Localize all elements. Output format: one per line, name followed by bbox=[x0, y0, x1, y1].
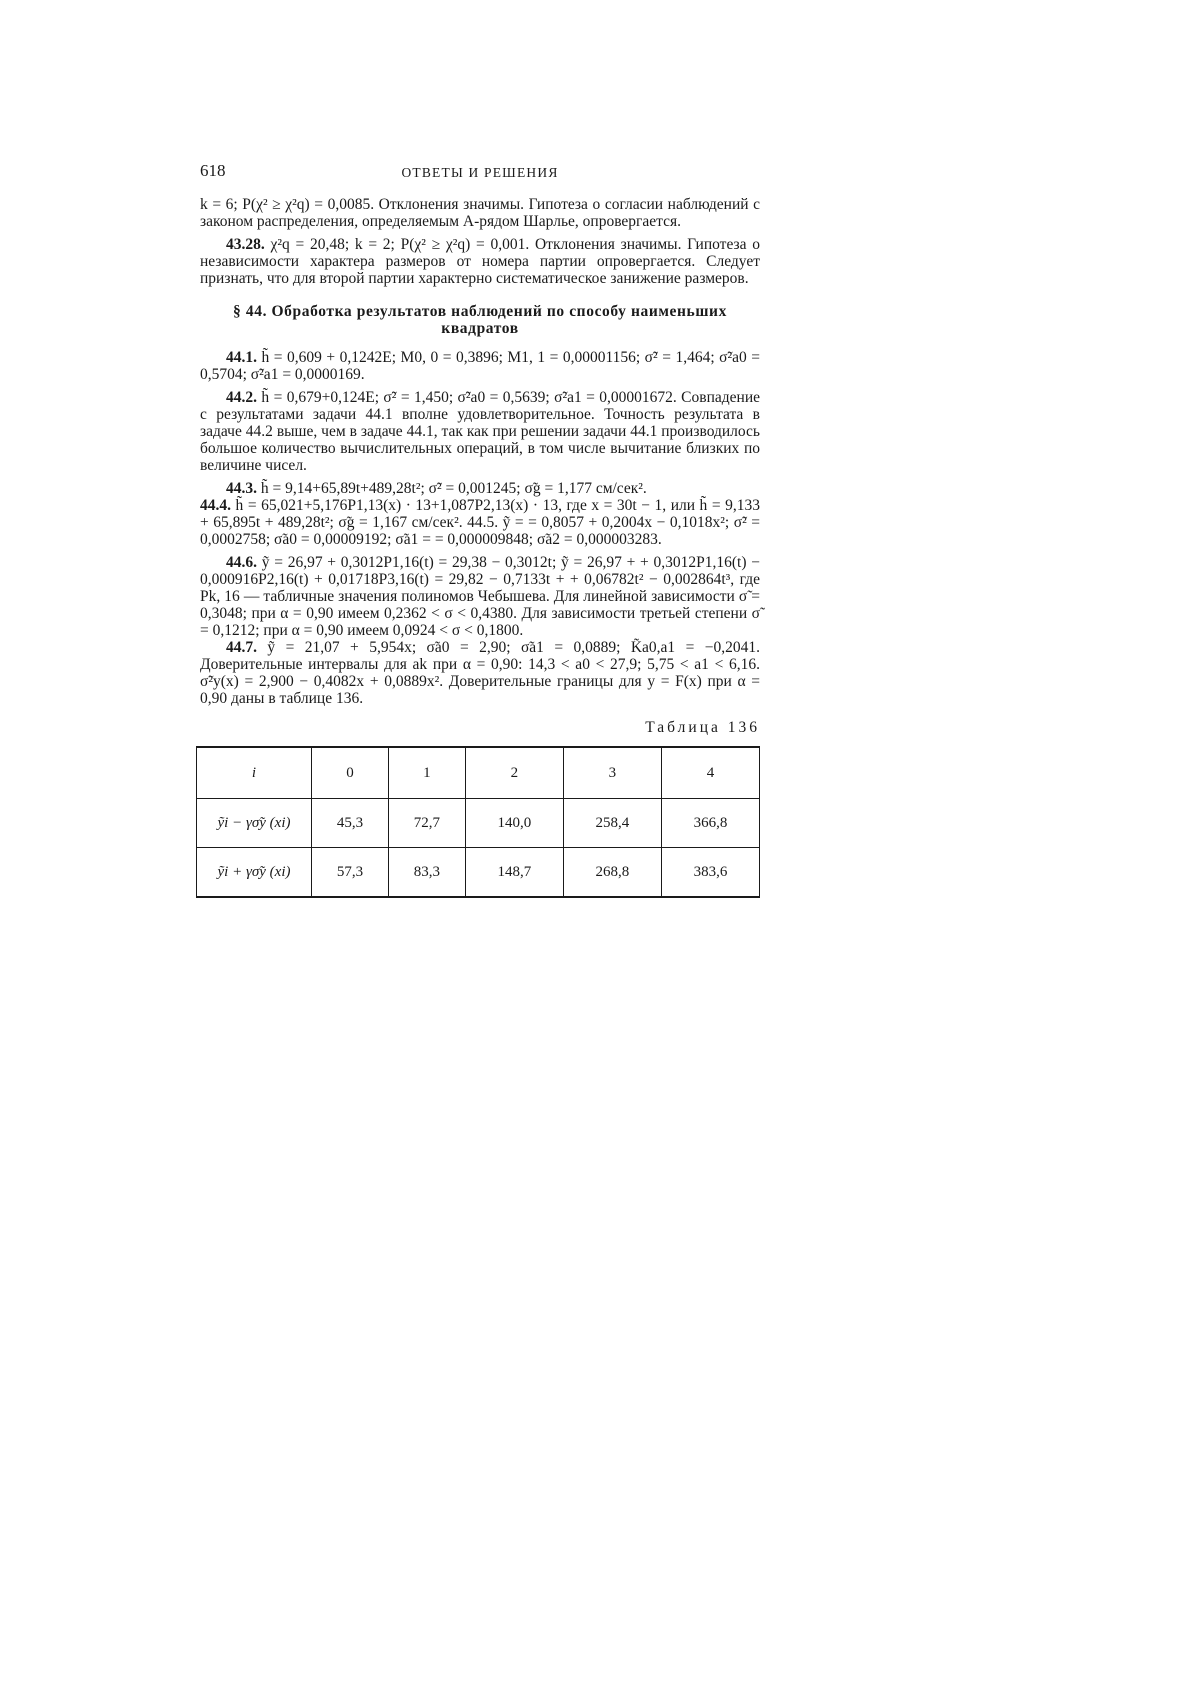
running-head: ОТВЕТЫ И РЕШЕНИЯ bbox=[401, 165, 559, 180]
paragraph-44-6 bbox=[200, 554, 760, 639]
table-cell: 45,3 bbox=[312, 799, 389, 848]
table-row-label: ỹi − γσ̃y (xi) bbox=[197, 799, 312, 848]
paragraph-44-3 bbox=[200, 480, 760, 497]
table-cell: 268,8 bbox=[563, 848, 661, 898]
table-row bbox=[197, 848, 760, 898]
table-header-cell: 1 bbox=[388, 747, 465, 799]
problem-number: 44.3. bbox=[226, 480, 257, 497]
paragraph-text: h̃ = 0,679+0,124E; σ̃² = 1,450; σ̃²a0 = 0,5639; σ̃²a1 = 0,00001672. Совпадение с результатами задачи 44.1 вполне удовлетворительное. Точность результата в задаче 44.2 выше, чем в задаче 44.1, так как при решении задачи 44.1 производилось большое количество вычислительных операций, в том числе вычитание близких по величине чисел. bbox=[200, 389, 761, 474]
page-content bbox=[200, 162, 760, 898]
paragraph-text: h̃ = 0,609 + 0,1242E; M0, 0 = 0,3896; M1, 1 = 0,00001156; σ̃² = 1,464; σ̃²a0 = 0,5704; σ̃²a1 = 0,0000169. bbox=[200, 349, 761, 383]
problem-number: 44.6. bbox=[226, 554, 257, 571]
section-title: § 44. Обработка результатов наблюдений по способу наименьших квадратов bbox=[233, 303, 727, 337]
table-header-cell: 3 bbox=[563, 747, 661, 799]
table-cell: 383,6 bbox=[661, 848, 759, 898]
table-row bbox=[197, 799, 760, 848]
table-cell: 148,7 bbox=[465, 848, 563, 898]
page-header bbox=[200, 162, 760, 186]
problem-number: 44.1. bbox=[226, 349, 257, 366]
table-cell: 57,3 bbox=[312, 848, 389, 898]
paragraph-text: k = 6; P(χ² ≥ χ²q) = 0,0085. Отклонения значимы. Гипотеза о согласии наблюдений с законом распределения, определяемым A-рядом Шарлье, опровергается. bbox=[200, 196, 760, 230]
problem-number: 44.2. bbox=[226, 389, 257, 406]
paragraph-text: h̃ = 65,021+5,176P1,13(x) · 13+1,087P2,13(x) · 13, где x = 30t − 1, или h̃ = 9,133 + 65,895t + 489,28t²; σ̃g = 1,167 см/сек². 44.5. ỹ = = 0,8057 + 0,2004x − 0,1018x²; σ̃² = 0,0002758; σ̃a0 = 0,00009192; σ̃a1 = = 0,000009848; σ̃a2 = 0,000003283. bbox=[200, 497, 760, 548]
table-caption: Таблица 136 bbox=[645, 719, 760, 736]
table-cell: 83,3 bbox=[388, 848, 465, 898]
paragraph-44-7 bbox=[200, 639, 760, 707]
table-row-label: ỹi + γσ̃y (xi) bbox=[197, 848, 312, 898]
table-cell: 258,4 bbox=[563, 799, 661, 848]
table-header-cell: i bbox=[197, 747, 312, 799]
table-cell: 140,0 bbox=[465, 799, 563, 848]
paragraph-44-4 bbox=[200, 497, 760, 548]
paragraph-text: χ²q = 20,48; k = 2; P(χ² ≥ χ²q) = 0,001. Отклонения значимы. Гипотеза о независимости характера размеров от номера партии опровергается. Следует признать, что для второй партии характерно систематическое занижение размеров. bbox=[200, 236, 760, 287]
page-number: 618 bbox=[200, 161, 226, 180]
paragraph-text: h̃ = 9,14+65,89t+489,28t²; σ̃² = 0,001245; σ̃g = 1,177 см/сек². bbox=[260, 480, 647, 497]
paragraph-43-28 bbox=[200, 236, 760, 287]
table-header-cell: 4 bbox=[661, 747, 759, 799]
paragraph-text: ỹ = 26,97 + 0,3012P1,16(t) = 29,38 − 0,3012t; ỹ = 26,97 + + 0,3012P1,16(t) − 0,000916P2,16(t) + 0,01718P3,16(t) = 29,82 − 0,7133t + + 0,06782t² − 0,002864t³, где Pk, 16 — табличные значения полиномов Чебышева. Для линейной зависимости σ̃ = 0,3048; при α = 0,90 имеем 0,2362 < σ < 0,4380. Для зависимости третьей степени σ̃ = 0,1212; при α = 0,90 имеем 0,0924 < σ < 0,1800. bbox=[200, 554, 761, 639]
table-header-cell: 2 bbox=[465, 747, 563, 799]
table-cell: 72,7 bbox=[388, 799, 465, 848]
paragraph-44-1 bbox=[200, 349, 760, 383]
paragraph-top-0 bbox=[200, 196, 760, 230]
paragraph-44-2 bbox=[200, 389, 760, 474]
problem-number: 44.7. bbox=[226, 639, 257, 656]
data-table bbox=[196, 746, 760, 898]
problem-number: 43.28. bbox=[226, 236, 265, 253]
paragraph-text: ỹ = 21,07 + 5,954x; σ̃a0 = 2,90; σ̃a1 = 0,0889; K̃a0,a1 = −0,2041. Доверительные интервалы для ak при α = 0,90: 14,3 < a0 < 27,9; 5,75 < a1 < 6,16. σ̃²y(x) = 2,900 − 0,4082x + 0,0889x². Доверительные границы для y = F(x) при α = 0,90 даны в таблице 136. bbox=[200, 639, 760, 707]
problem-number: 44.4. bbox=[200, 497, 231, 514]
table-header-cell: 0 bbox=[312, 747, 389, 799]
table-cell: 366,8 bbox=[661, 799, 759, 848]
table-header-row bbox=[197, 747, 760, 799]
